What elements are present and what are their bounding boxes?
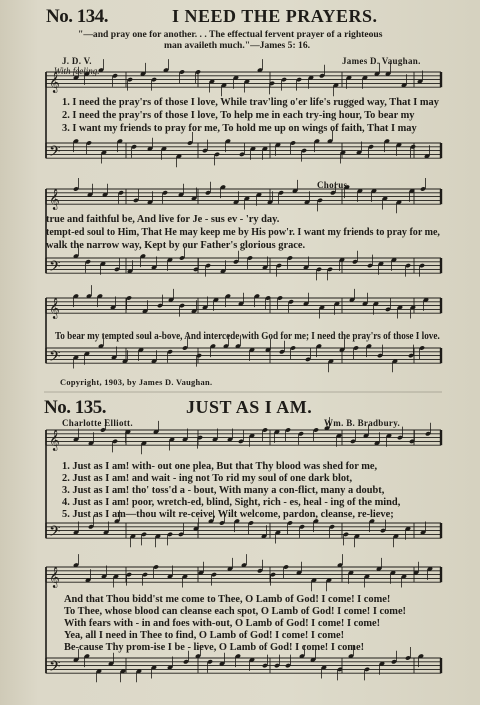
hymn-134-copyright: Copyright, 1903, by James D. Vaughan.: [60, 378, 213, 387]
svg-text:𝄞: 𝄞: [49, 298, 60, 320]
hymn-135-s2-verse-1: And that Thou bidd'st me come to Thee, O Lamb of God! I come! I come!: [64, 594, 391, 605]
svg-text:𝄞: 𝄞: [49, 189, 60, 211]
staff-134-2-treble: [46, 178, 441, 213]
svg-text:𝄞: 𝄞: [49, 72, 60, 94]
hymn-135-s2-verse-5: Be-cause Thy prom-ise I be - lieve, O Lamb of God! I come! I come!: [64, 642, 365, 653]
svg-text:𝄞: 𝄞: [49, 430, 60, 452]
staff-134-3-treble: [46, 285, 441, 319]
hymn-134-s2-line-2: tempt-ed soul to Him, That He may keep me by His pow'r. I want my friends to pray for me,: [46, 227, 440, 238]
hymn-134-s2-line-3: walk the narrow way, Kept by our Father's glorious grace.: [46, 240, 306, 251]
hymn-134-title: I NEED THE PRAYERS.: [172, 6, 378, 26]
hymn-135-s1-verse-5: 5. Just as I am—thou wilt re-ceive, Wilt welcome, pardon, cleanse, re-lieve;: [62, 509, 394, 520]
hymn-135-composer: Wm. B. Bradbury.: [324, 418, 401, 428]
svg-text:𝄢: 𝄢: [49, 523, 61, 545]
hymn-135-s1-verse-1: 1. Just as I am! with- out one plea, But that Thy blood was shed for me,: [62, 461, 378, 472]
hymn-134-tempo: With feeling.: [54, 66, 100, 76]
hymn-134-s2-line-1: true and faithful be, And live for Je - sus ev - 'ry day.: [46, 214, 280, 225]
staff-135-2-treble: [46, 554, 441, 591]
hymn-135-number: No. 135.: [44, 397, 106, 418]
svg-text:𝄢: 𝄢: [49, 143, 61, 165]
hymn-135-author: Charlotte Elliott.: [62, 418, 133, 428]
svg-text:𝄢: 𝄢: [49, 348, 61, 370]
svg-text:𝄞: 𝄞: [49, 567, 60, 589]
hymn-134-epigraph-1: "—and pray one for another. . . The effectual fervent prayer of a righteous: [78, 29, 383, 40]
hymn-135-s2-verse-4: Yea, all I need in Thee to find, O Lamb of God! I come! I come!: [64, 630, 345, 641]
hymn-135-s1-verse-2: 2. Just as I am! and wait - ing not To rid my soul of one dark blot,: [62, 473, 353, 484]
hymn-134-author: J. D. V.: [62, 56, 92, 66]
hymn-135-s1-verse-3: 3. Just as I am! tho' toss'd a - bout, With many a con-flict, many a doubt,: [62, 485, 385, 496]
svg-text:𝄢: 𝄢: [49, 658, 61, 680]
hymn-134-chorus-label: Chorus.: [317, 180, 350, 190]
staff-134-1-bass: [46, 130, 441, 167]
hymn-134-s1-verse-3: 3. I want my friends to pray for me, To hold me up on wings of faith, That I may: [62, 123, 417, 134]
hymn-135-title: JUST AS I AM.: [186, 397, 313, 417]
hymn-135-s2-verse-2: To Thee, whose blood can cleanse each spot, O Lamb of God! I come! I come!: [64, 606, 407, 617]
hymn-135-s2-verse-3: With fears with - in and foes with-out, O Lamb of God! I come! I come!: [64, 618, 381, 629]
svg-text:𝄢: 𝄢: [49, 258, 61, 280]
hymn-134-s1-verse-1: 1. I need the pray'rs of those I love, While trav'ling o'er life's rugged way, That I may: [62, 97, 439, 108]
hymn-134-epigraph-2: man availeth much."—James 5: 16.: [164, 40, 311, 51]
hymn-134-s1-verse-2: 2. I need the pray'rs of those I love, To help me in each try-ing hour, To bear my: [62, 110, 415, 121]
hymn-134-s3-line: To bear my tempted soul a-bove, And intercede with God for me; I need the pray'rs of those I love.: [55, 331, 440, 342]
hymn-135-s1-verse-4: 4. Just as I am! poor, wretch-ed, blind, Sight, rich - es, heal - ing of the mind,: [62, 497, 401, 508]
hymn-134-composer: James D. Vaughan.: [342, 56, 421, 66]
hymn-134-number: No. 134.: [46, 6, 108, 27]
